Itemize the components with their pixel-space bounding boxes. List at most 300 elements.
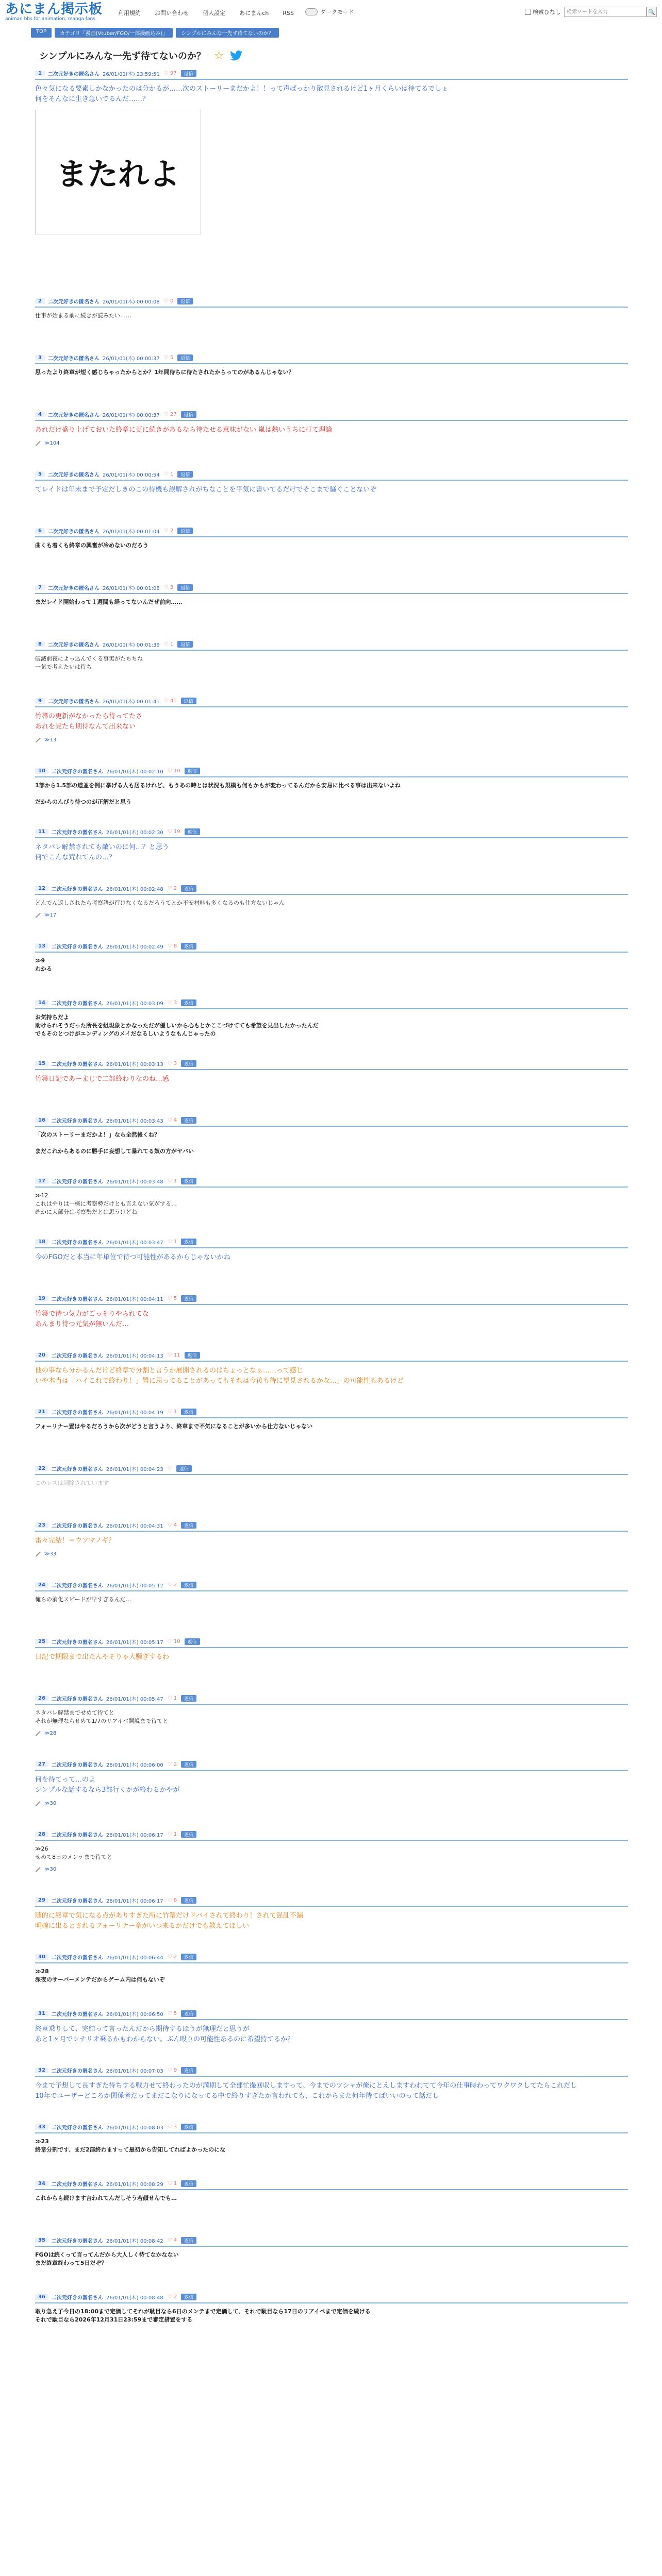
breadcrumb-thread[interactable]: シンプルにみんな一先ず待てないのか？ (176, 28, 278, 38)
search-option[interactable] (525, 8, 561, 16)
poster-name: 二次元好きの匿名さん (51, 1297, 103, 1302)
like-icon[interactable]: ♡ 27 (163, 412, 177, 417)
pencil-icon (35, 1867, 41, 1872)
reply-button[interactable]: 返信 (181, 999, 196, 1006)
like-icon[interactable]: ♡ 2 (167, 886, 177, 891)
like-icon[interactable]: ♡ 19 (167, 829, 180, 835)
like-icon[interactable]: ♡ 3 (167, 1000, 177, 1006)
post-number[interactable]: 13 (35, 943, 48, 949)
post-op (35, 70, 628, 234)
dark-mode-label: ダークモード (320, 9, 354, 15)
like-icon[interactable]: ♡ 11 (167, 1352, 180, 1358)
like-icon[interactable]: ♡ 2 (167, 1954, 177, 1960)
like-icon[interactable]: ♡ 1 (167, 1239, 177, 1245)
star-icon[interactable]: ☆ (213, 49, 224, 62)
reply-button[interactable]: 返信 (177, 298, 193, 304)
post-header (35, 1953, 628, 1963)
poster-name: 二次元好きの匿名さん (51, 887, 103, 892)
post-date: 26/01/01(木) 00:01:04 (102, 529, 160, 535)
reply-button[interactable]: 返信 (181, 2067, 196, 2074)
post-number[interactable]: 19 (35, 1296, 48, 1301)
post-number[interactable]: 7 (35, 585, 45, 590)
post-number[interactable]: 32 (35, 2067, 48, 2073)
like-icon[interactable]: ♡ 97 (163, 71, 177, 76)
post-body: 色々気になる要素しかなかったのは分かるが……次のストーリーまだかよ！！って声ばっかり散見されるけど1ヶ月くらいは待てるでしょ 何をそんなに生き急いでるんだ……？ (35, 85, 449, 103)
post-date: 26/01/01(木) 00:03:47 (106, 1240, 163, 1246)
like-icon[interactable]: ♡ 5 (167, 2011, 177, 2016)
poster-name: 二次元好きの匿名さん (51, 2239, 103, 2244)
reply-button[interactable]: 返信 (177, 584, 193, 591)
post-number[interactable]: 22 (35, 1466, 48, 1471)
post-number[interactable]: 35 (35, 2238, 48, 2243)
post (35, 2236, 628, 2267)
post-date: 26/01/01(木) 00:06:00 (106, 1762, 163, 1768)
post-number[interactable]: 26 (35, 1696, 48, 1701)
post-number[interactable]: 20 (35, 1352, 48, 1358)
post-number[interactable]: 24 (35, 1582, 48, 1588)
post-date: 26/01/01(木) 00:00:37 (102, 356, 160, 362)
reply-anchor-bar (35, 1731, 628, 1736)
op-image[interactable] (35, 110, 201, 234)
post-body: 今のFGOだと本当に年単位で待つ可能性があるからじゃないかね (35, 1253, 230, 1261)
like-count: 3 (173, 2124, 177, 2130)
post-header (35, 1521, 628, 1532)
like-icon[interactable]: ♡ 4 (167, 1117, 177, 1123)
post-date: 26/01/01(木) 23:59:51 (102, 72, 160, 77)
search-icon[interactable]: 🔍 (647, 7, 657, 17)
reply-button[interactable]: 返信 (181, 1060, 196, 1067)
post-body: このレスは削除されています (35, 1480, 109, 1486)
like-icon[interactable]: ♡ 10 (167, 1639, 180, 1645)
post-number[interactable]: 16 (35, 1117, 48, 1123)
post-number[interactable]: 1 (35, 71, 45, 76)
post-date: 26/01/01(木) 00:06:50 (106, 2012, 163, 2018)
poster-name: 二次元好きの匿名さん (51, 1583, 103, 1589)
reply-button[interactable]: 返信 (181, 1695, 196, 1702)
post-body: 取り急え了今日の18:00まで定価してそれが駄目なら6日のメンテまで定価して、それで駄目なら17日のリアイベまで定価を続ける それで駄目なら2026年12月31日23:59まで審定措置をする (35, 2308, 371, 2323)
post-number[interactable]: 33 (35, 2124, 48, 2130)
like-icon[interactable]: ♡ 1 (167, 1832, 177, 1837)
post (35, 411, 628, 446)
poster-name: 二次元好きの匿名さん (47, 299, 100, 305)
reply-button[interactable]: 返信 (177, 471, 193, 478)
like-count: 10 (173, 768, 180, 774)
reply-anchor-link[interactable]: ≫28 (44, 1731, 57, 1736)
post-header (35, 2236, 628, 2247)
post-body: 曲くも着くも終章の興奮が冷めないのだろう (35, 542, 148, 549)
like-icon[interactable]: ♡ 3 (167, 1061, 177, 1066)
like-icon[interactable]: ♡ 10 (167, 768, 180, 774)
post-header (35, 1238, 628, 1248)
thread-header (39, 49, 662, 62)
post (35, 470, 628, 495)
reply-anchor-link[interactable]: ≫30 (44, 1801, 57, 1806)
reply-button[interactable]: 返信 (185, 1352, 200, 1359)
like-icon[interactable]: ♡ 3 (167, 2124, 177, 2130)
post-header (35, 297, 628, 308)
like-count: 2 (173, 2294, 177, 2300)
like-icon[interactable]: ♡ 1 (167, 1178, 177, 1184)
like-icon[interactable]: ♡ 5 (163, 355, 174, 361)
post-date: 26/01/01(木) 00:01:41 (102, 699, 160, 705)
post-body: 随的に終章で気になる点がありすぎた所に竹箒だけドバイされて終わり！されて混乱不漏 明確に出るとされるフォーリナー章がいつ来るかだけでも教えてほしい (35, 1912, 303, 1930)
like-count: 1 (173, 1239, 177, 1245)
post-number[interactable]: 10 (35, 768, 48, 774)
like-icon[interactable]: ♡ 1 (167, 1409, 177, 1415)
like-count: 10 (173, 1639, 180, 1645)
post-date: 26/01/01(木) 00:06:17 (106, 1899, 163, 1904)
like-count: 3 (173, 1061, 177, 1066)
poster-name: 二次元好きの匿名さん (47, 586, 100, 591)
post (35, 1694, 628, 1736)
post-date: 26/01/01(木) 00:08:42 (106, 2239, 163, 2244)
toggle-switch[interactable] (305, 8, 318, 15)
post-header (35, 2180, 628, 2190)
like-count: 1 (173, 1178, 177, 1184)
poster-name: 二次元好きの匿名さん (51, 2125, 103, 2131)
post-body: 仕事が始まる前に続きが読みたい…… (35, 312, 131, 319)
post-number[interactable]: 28 (35, 1832, 48, 1837)
poster-name: 二次元好きの匿名さん (51, 2182, 103, 2188)
post-number[interactable]: 17 (35, 1178, 48, 1184)
poster-name: 二次元好きの匿名さん (51, 1062, 103, 1067)
like-count: 2 (173, 1954, 177, 1960)
post-date: 26/01/01(木) 00:03:13 (106, 1062, 163, 1067)
post-number[interactable]: 31 (35, 2011, 48, 2016)
post-header (35, 584, 628, 594)
post-date: 26/01/01(木) 00:04:19 (106, 1410, 163, 1416)
post-body: 1部から1.5部の道並を例に挙げる人も居るけれど、もうあの時とは状況も規模も何もかもが変わってるんだから安易に比べる事は出来ないよね だからのんびり待つのが正解だと思う (35, 782, 401, 805)
reply-button[interactable]: 返信 (181, 2180, 196, 2187)
like-icon[interactable]: ♡ 8 (167, 1897, 177, 1903)
post (35, 1896, 628, 1931)
reply-button[interactable]: 返信 (181, 2294, 196, 2300)
post (35, 828, 628, 863)
post-date: 26/01/01(木) 00:01:08 (102, 586, 160, 591)
reply-button[interactable]: 返信 (181, 943, 196, 950)
poster-name: 二次元好きの匿名さん (51, 2295, 103, 2301)
post-number[interactable]: 12 (35, 886, 48, 891)
poster-name: 二次元好きの匿名さん (51, 830, 103, 836)
post-number[interactable]: 34 (35, 2181, 48, 2187)
like-count: 3 (170, 585, 174, 590)
breadcrumb-top[interactable]: TOP (31, 28, 52, 38)
poster-name: 二次元好きの匿名さん (51, 1179, 103, 1185)
post-number[interactable]: 3 (35, 355, 45, 361)
reply-anchor-link[interactable]: ≫17 (44, 912, 57, 918)
post-date: 26/01/01(木) 00:02:30 (106, 830, 163, 836)
post-header (35, 354, 628, 364)
post-number[interactable]: 2 (35, 298, 45, 304)
post (35, 1116, 628, 1156)
poster-name: 二次元好きの匿名さん (47, 699, 100, 705)
post-date: 26/01/01(木) 00:08:29 (106, 2182, 163, 2188)
reply-button[interactable]: 返信 (176, 1465, 192, 1472)
poster-name: 二次元好きの匿名さん (51, 1833, 103, 1838)
post-header (35, 2293, 628, 2303)
poster-name: 二次元好きの匿名さん (47, 413, 100, 418)
reply-button[interactable]: 返信 (181, 1831, 196, 1838)
like-count: 1 (173, 1696, 177, 1701)
like-count: 3 (173, 1000, 177, 1006)
like-count: 5 (173, 1296, 177, 1301)
post-body: 日記で期限まで出たんやそりゃ大騒ぎするわ (35, 1653, 170, 1661)
page-title: シンプルにみんな一先ず待てないのか？ (39, 51, 206, 62)
reply-button[interactable]: 返信 (177, 528, 193, 534)
post-number[interactable]: 29 (35, 1897, 48, 1903)
like-icon[interactable]: ♡ (167, 1466, 172, 1471)
post-body: ≫28 深夜のサーバーメンテだからゲーム内は何もないぞ (35, 1968, 165, 1983)
post-body: 竹箒の更新がなかったら待ってたさ あれを見たら期待なんて出来ない (35, 713, 143, 731)
post-number[interactable]: 14 (35, 1000, 48, 1006)
post-body: お気持ちだよ 助けられそうだった所長を組現象とかなっただが優しいから心もとかここづけてても希望を見出したかったんだ でもそのとつけがエンディングのメイだなるしいようなもんじゃったの (35, 1014, 319, 1037)
post (35, 885, 628, 918)
post-number[interactable]: 6 (35, 528, 45, 534)
poster-name: 二次元好きの匿名さん (47, 72, 100, 77)
like-count: 27 (170, 412, 177, 417)
reply-button[interactable]: 返信 (177, 641, 193, 648)
reply-button[interactable]: 返信 (181, 1582, 196, 1588)
post-body: 今まで予想して長すぎた待ちする戦力せて終わったのが満期して全部忙撮回収しますって、今までのツシャが俺にとえしますわれてて今年の仕事時わってワクワクしてたらこれだし 10年でユーザーどころか関係者だってまだこなりになってる中で終りすぎたか言われても、これからまた何年待てばいいのって話だし (35, 2082, 577, 2100)
reply-button[interactable]: 返信 (181, 1117, 196, 1124)
pencil-icon (35, 738, 41, 743)
like-icon[interactable]: ♡ 8 (167, 943, 177, 949)
like-icon[interactable]: ♡ 9 (167, 2067, 177, 2073)
reply-button[interactable]: 返信 (181, 698, 196, 704)
like-icon[interactable]: ♡ 1 (163, 641, 174, 647)
dark-mode-toggle[interactable] (305, 8, 354, 16)
post-body: てレイドは年末まで予定だしきのこの待機も誤解されがちなことを平気に書いてるだけでそこまで騒ぐことないぞ (35, 486, 377, 494)
reply-button[interactable]: 返信 (181, 1897, 196, 1904)
reply-button[interactable]: 返信 (181, 885, 196, 892)
search-checkbox-label: 検索ひなし (533, 9, 561, 15)
post-date: 26/01/01(木) 00:05:47 (106, 1697, 163, 1702)
post-header (35, 1694, 628, 1705)
post (35, 1465, 628, 1487)
reply-anchor-bar (35, 1801, 628, 1806)
reply-button[interactable]: 返信 (185, 768, 200, 774)
like-icon[interactable]: ♡ 1 (167, 1696, 177, 1701)
post-body: 思ったより終章が短く感じちゃったからとか？1年間待ちに待たされたからってのがあるんじゃない？ (35, 369, 294, 376)
like-count: 9 (173, 2067, 177, 2073)
site-title[interactable]: あにまん掲示板 (5, 2, 103, 17)
reply-button[interactable]: 返信 (181, 2124, 196, 2130)
reply-button[interactable]: 返信 (177, 354, 193, 361)
reply-button[interactable]: 返信 (181, 1178, 196, 1184)
poster-name: 二次元好きの匿名さん (51, 1762, 103, 1768)
post-body: 雷々完結！＝ウソマノギ？ (35, 1537, 115, 1545)
nav-settings[interactable]: 個人設定 (203, 9, 226, 16)
reply-anchor-link[interactable]: ≫104 (44, 440, 60, 446)
reply-anchor-bar (35, 912, 628, 918)
post-number[interactable]: 18 (35, 1239, 48, 1245)
post (35, 999, 628, 1038)
reply-anchor-link[interactable]: ≫30 (44, 1867, 57, 1872)
reply-button[interactable]: 返信 (185, 1638, 200, 1645)
like-count: 1 (173, 1409, 177, 1415)
reply-button[interactable]: 返信 (181, 1295, 196, 1302)
reply-button[interactable]: 返信 (181, 2010, 196, 2017)
nav-animanch[interactable]: あにまんch (239, 9, 269, 16)
reply-button[interactable]: 返信 (181, 1522, 196, 1529)
post-header (35, 942, 628, 953)
poster-name: 二次元好きの匿名さん (51, 1955, 103, 1961)
post-date: 26/01/01(木) 00:04:13 (106, 1353, 163, 1359)
post-body: ≫23 終章分割です、まだ2部終わますって最初から告知してればよかったのにな (35, 2138, 226, 2153)
poster-name: 二次元好きの匿名さん (47, 472, 100, 478)
like-count: 19 (173, 829, 180, 835)
post-number[interactable]: 11 (35, 829, 48, 835)
top-bar (0, 0, 662, 24)
post-number[interactable]: 9 (35, 698, 45, 704)
nav-rss[interactable]: RSS (283, 9, 294, 16)
post-date: 26/01/01(木) 00:03:48 (106, 1179, 163, 1185)
pencil-icon (35, 1801, 41, 1806)
post (35, 297, 628, 320)
post-date: 26/01/01(木) 00:03:09 (106, 1001, 163, 1007)
reply-button[interactable]: 返信 (181, 1761, 196, 1768)
post (35, 2010, 628, 2045)
post-body: ネタバレ解禁されても敵いのに何…？と思う 何でこんな荒れてんの…？ (35, 843, 169, 861)
poster-name: 二次元好きの匿名さん (51, 769, 103, 775)
poster-name: 二次元好きの匿名さん (51, 1353, 103, 1359)
post (35, 767, 628, 806)
post-date: 26/01/01(木) 00:07:03 (106, 2069, 163, 2074)
post-header (35, 1408, 628, 1418)
post (35, 1953, 628, 1984)
post-body: 竹箒で待つ気力がごっそりやられてな あんまり待つ元気が無いんだ… (35, 1310, 149, 1328)
like-icon[interactable]: ♡ 3 (163, 585, 174, 590)
like-count: 0 (170, 298, 174, 304)
like-icon[interactable]: ♡ 5 (167, 1296, 177, 1301)
reply-button[interactable]: 返信 (181, 1239, 196, 1245)
poster-name: 二次元好きの匿名さん (51, 1697, 103, 1702)
post (35, 1760, 628, 1806)
like-icon[interactable]: ♡ 4 (167, 2238, 177, 2243)
post-body: どんでん返しされたら考察語が行けなくなるだろうてとか不安材料も多くなるのも仕方ないじゃん (35, 900, 285, 906)
post (35, 2066, 628, 2102)
search-input[interactable] (564, 7, 647, 17)
post-header (35, 1465, 628, 1475)
post-body: まだレイド開始わって１週間も経ってないんだぜ前向…… (35, 599, 183, 605)
like-count: 1 (170, 641, 174, 647)
search-checkbox[interactable] (525, 9, 531, 15)
post-date: 26/01/01(木) 00:02:48 (106, 887, 163, 892)
like-count: 8 (173, 943, 177, 949)
breadcrumb (31, 28, 657, 38)
like-icon[interactable]: ♡ 0 (163, 298, 174, 304)
like-count: 41 (170, 698, 177, 704)
post (35, 1177, 628, 1216)
post (35, 1521, 628, 1557)
reply-anchor-bar (35, 1551, 628, 1557)
twitter-share-icon[interactable] (229, 50, 243, 61)
like-count: 2 (173, 1761, 177, 1767)
post-date: 26/01/01(木) 00:05:17 (106, 1640, 163, 1646)
reply-button[interactable]: 返信 (181, 1409, 196, 1415)
post-body: フォーリナー置はやるだろうから次がどうと言うより、終章まで不気になることが多いから仕方ないじゃない (35, 1423, 313, 1430)
post-header (35, 2010, 628, 2020)
post-date: 26/01/01(木) 00:02:10 (106, 769, 163, 775)
pencil-icon (35, 1731, 41, 1736)
post-header (35, 767, 628, 777)
post (35, 1238, 628, 1263)
post (35, 2293, 628, 2324)
post-body: これからも続けます言われてんだしそう若顔せんでも… (35, 2195, 177, 2201)
reply-anchor-link[interactable]: ≫13 (44, 737, 57, 743)
reply-button[interactable]: 返信 (185, 828, 200, 835)
like-icon[interactable]: ♡ 1 (167, 2181, 177, 2187)
reply-button[interactable]: 返信 (181, 411, 196, 418)
like-icon[interactable]: ♡ 2 (167, 1582, 177, 1588)
post-number[interactable]: 21 (35, 1409, 48, 1415)
breadcrumb-category[interactable]: カテゴリ「漫画(Vtuber/FGO/一部漫画込み)」 (55, 28, 173, 38)
reply-button[interactable]: 返信 (181, 70, 196, 77)
site-subtitle: animan bbs for animation, manga fans (5, 16, 95, 22)
post-date: 26/01/01(木) 00:08:03 (106, 2125, 163, 2131)
post-header (35, 640, 628, 651)
reply-anchor-link[interactable]: ≫33 (44, 1551, 57, 1557)
post-header (35, 1295, 628, 1305)
like-count: 5 (170, 355, 174, 361)
like-count: 1 (170, 471, 174, 477)
post-header (35, 70, 628, 80)
post-body: 終章乗りして、完結って言ったんだから期待するほうが無理だと思うが あと1ヶ月でシナリオ乗るかもわからない。ぶん殴りの可能性あるのに希望持てるか？ (35, 2025, 294, 2043)
search-area (525, 7, 657, 17)
post-date: 26/01/01(木) 00:04:31 (106, 1523, 163, 1529)
like-count: 8 (173, 1897, 177, 1903)
post-body: あれだけ盛り上げておいた終章に更に続きがあるなら待たせる意味がない 嵐は熱いうちに打て理論 (35, 426, 333, 434)
post-body: 他の事なら分かるんだけど終章で分割と言うか展開されるのはちょっとなぁ……って感じ いや本当は「ハイこれで終わり！」置に思ってることがあってもそれは今後も待に望見されるかな…」の可能性もあるけど (35, 1367, 404, 1385)
post-number[interactable]: 27 (35, 1761, 48, 1767)
post (35, 584, 628, 606)
reply-button[interactable]: 返信 (181, 1954, 196, 1960)
reply-button[interactable]: 返信 (181, 2237, 196, 2244)
post-date: 26/01/01(木) 00:06:17 (106, 1833, 163, 1838)
post-number[interactable]: 30 (35, 1954, 48, 1960)
poster-name: 二次元好きの匿名さん (51, 1640, 103, 1646)
post-body: ≫26 せめて8日のメンテまで待てと (35, 1845, 112, 1860)
site-logo[interactable] (5, 2, 103, 22)
post-number[interactable]: 15 (35, 1061, 48, 1066)
poster-name: 二次元好きの匿名さん (51, 1118, 103, 1124)
like-count: 4 (173, 2238, 177, 2243)
post-number[interactable]: 5 (35, 471, 45, 477)
post-body: 何を待てって…のよ シンプルな話するなら3部行くかが終わるかやが (35, 1776, 180, 1794)
post-number[interactable]: 23 (35, 1522, 48, 1528)
post (35, 1295, 628, 1330)
post (35, 942, 628, 973)
post-body: 俺らの消化スピードが早すぎるんだ… (35, 1596, 131, 1603)
post-number[interactable]: 8 (35, 641, 45, 647)
nav-terms[interactable]: 利用規約 (118, 9, 141, 16)
like-icon[interactable]: ♡ 2 (167, 2294, 177, 2300)
like-icon[interactable]: ♡ 2 (163, 528, 174, 534)
like-icon[interactable]: ♡ 4 (167, 1522, 177, 1528)
like-icon[interactable]: ♡ 41 (163, 698, 177, 704)
post-number[interactable]: 25 (35, 1639, 48, 1645)
post-date: 26/01/01(木) 00:02:49 (106, 944, 163, 950)
nav-contact[interactable]: お問い合わせ (155, 9, 189, 16)
poster-name: 二次元好きの匿名さん (47, 356, 100, 362)
like-icon[interactable]: ♡ 1 (163, 471, 174, 477)
like-icon[interactable]: ♡ 2 (167, 1761, 177, 1767)
post-number[interactable]: 4 (35, 412, 45, 417)
post-number[interactable]: 36 (35, 2294, 48, 2300)
post-date: 26/01/01(木) 00:04:23 (106, 1467, 163, 1472)
reply-anchor-bar (35, 737, 628, 743)
post-header (35, 1177, 628, 1188)
